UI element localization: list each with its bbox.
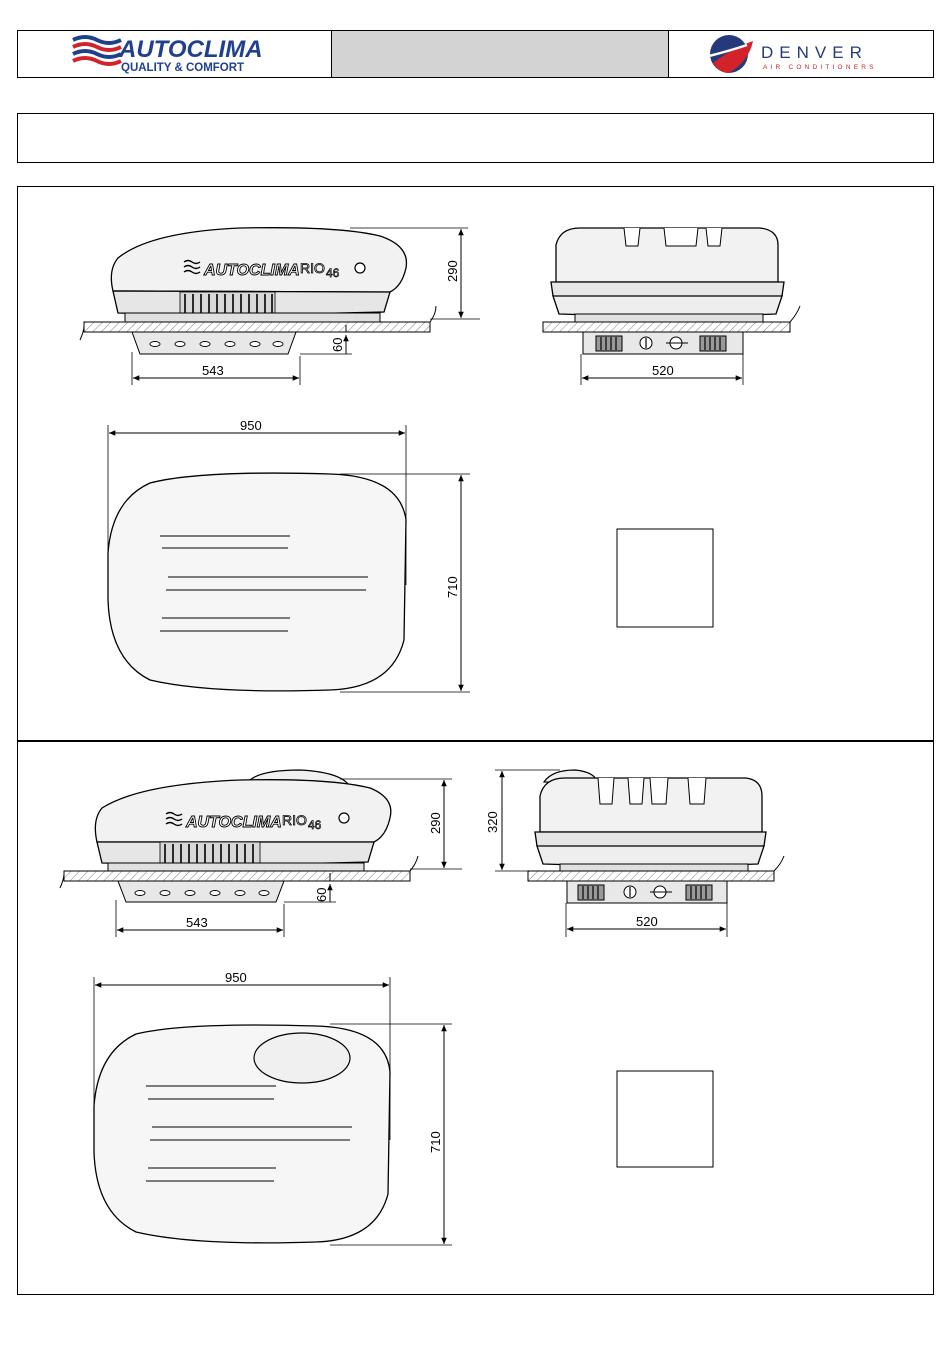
indicator-light-icon	[355, 263, 365, 273]
side-view-2	[60, 770, 462, 937]
autoclima-logo-tagline: QUALITY & COMFORT	[121, 62, 245, 74]
denver-logo-name: DENVER	[761, 43, 868, 62]
section-2	[60, 770, 784, 1245]
unit-label-brand-2: AUTOCLIMA	[186, 814, 282, 831]
side-vent-grille-2	[160, 842, 260, 866]
unit-label-brand-1: AUTOCLIMA	[204, 262, 300, 279]
dimension-front-width-1: 520	[652, 363, 674, 378]
dimension-length-2: 950	[225, 970, 247, 985]
denver-logo-tagline: AIR CONDITIONERS	[763, 64, 877, 71]
dimension-depth-2: 60	[314, 887, 329, 902]
dimension-length-1: 950	[240, 418, 262, 433]
front-view-1	[543, 228, 800, 385]
section-1	[80, 228, 800, 692]
air-outlet-left-icon	[596, 336, 622, 351]
roof-hatch-dome	[254, 1033, 350, 1083]
control-knob-icon	[624, 886, 636, 898]
air-outlet-right-icon	[700, 336, 726, 351]
dimension-top-width-2: 710	[428, 1131, 443, 1153]
blank-box-2	[617, 1071, 713, 1167]
front-view-2	[485, 770, 784, 937]
side-view-1	[80, 228, 480, 385]
air-outlet-left-icon	[578, 885, 604, 900]
unit-label-model-2: RIO	[282, 812, 307, 828]
dimension-top-width-1: 710	[445, 576, 460, 598]
side-vent-grille-1	[180, 292, 275, 316]
dimension-front-height-2: 320	[485, 811, 500, 833]
dimension-depth-1: 60	[330, 337, 345, 352]
dimension-front-width-2: 520	[636, 914, 658, 929]
control-knob-icon	[640, 337, 652, 349]
top-view-2	[94, 970, 452, 1245]
unit-label-suffix-2: 46	[308, 818, 322, 832]
unit-label-model-1: RIO	[300, 260, 325, 276]
unit-label-suffix-1: 46	[326, 266, 340, 280]
dimension-height-1: 290	[445, 260, 460, 282]
top-view-1	[108, 418, 470, 692]
air-outlet-right-icon	[686, 885, 712, 900]
dimension-height-2: 290	[428, 812, 443, 834]
indicator-light-icon	[339, 813, 349, 823]
blank-box-1	[617, 529, 713, 627]
autoclima-logo-name: AUTOCLIMA	[119, 36, 263, 63]
dimension-width-1: 543	[202, 363, 224, 378]
dimension-width-2: 543	[186, 915, 208, 930]
